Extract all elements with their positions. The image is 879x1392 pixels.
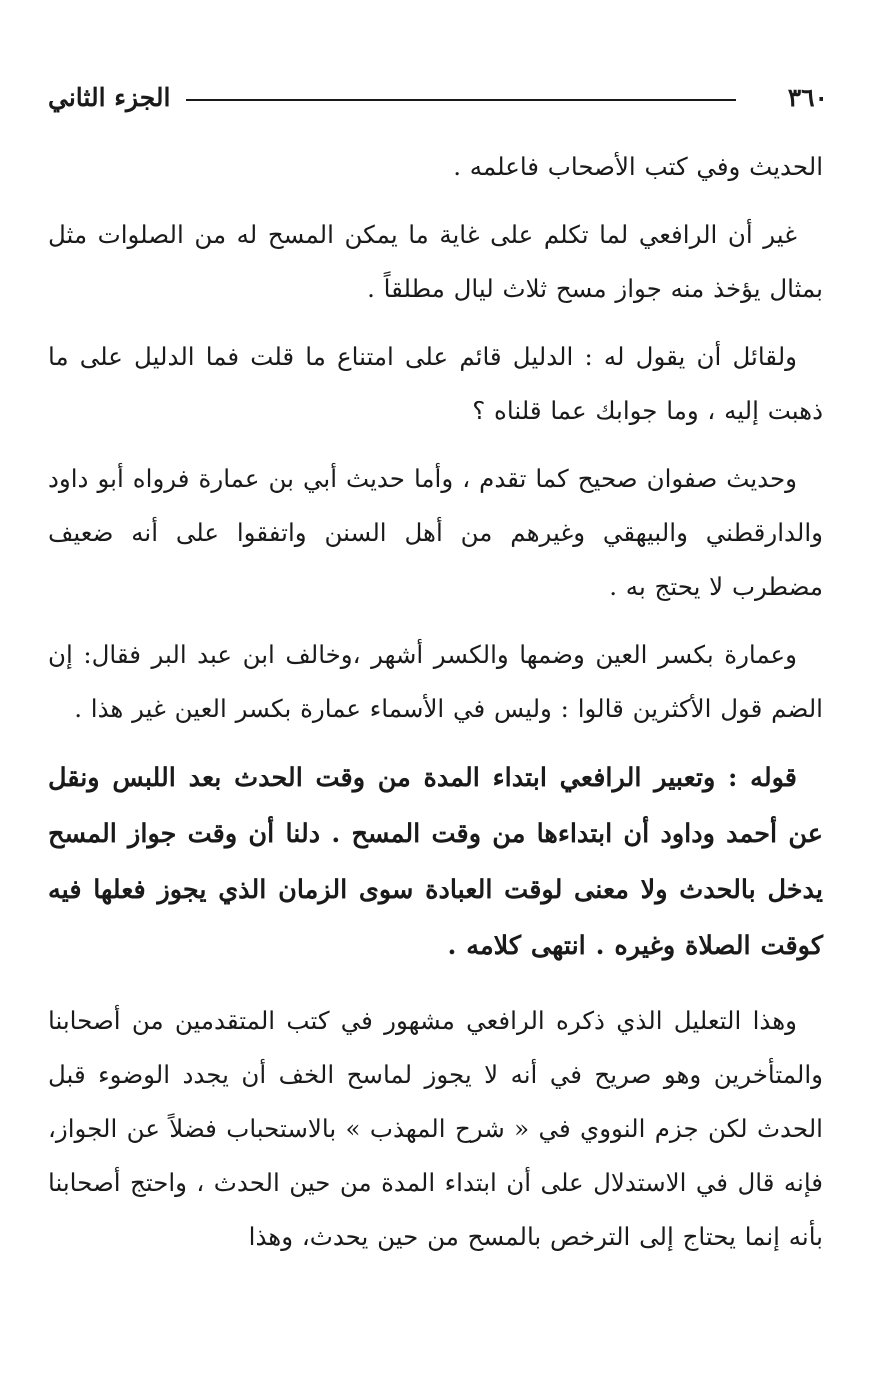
paragraph-1: الحديث وفي كتب الأصحاب فاعلمه . xyxy=(453,152,823,181)
quoted-passage: قوله : وتعبير الرافعي ابتداء المدة من وقت الحدث بعد اللبس ونقل عن أحمد وداود أن ابتداءها من وقت المسح . دلنا أن وقت جواز المسح يدخل بالحدث ولا معنى لوقت العبادة سوى الزمان الذي يجوز فعلها فيه كوقت الصلاة وغيره . انتهى كلامه . xyxy=(48,763,823,961)
header-rule xyxy=(186,99,736,101)
paragraph-3: ولقائل أن يقول له : الدليل قائم على امتناع ما قلت فما الدليل على ما ذهبت إليه ، وما جوابك عما قلناه ؟ xyxy=(48,342,823,425)
paragraph-2: غير أن الرافعي لما تكلم على غاية ما يمكن المسح له من الصلوات مثل بمثال يؤخذ منه جواز مسح ثلاث ليال مطلقاً . xyxy=(48,220,823,303)
paragraph-5: وعمارة بكسر العين وضمها والكسر أشهر ،وخالف ابن عبد البر فقال: إن الضم قول الأكثرين قالوا : وليس في الأسماء عمارة بكسر العين غير هذا . xyxy=(48,640,823,723)
body-text xyxy=(48,140,823,1278)
running-title: الجزء الثاني xyxy=(48,83,171,112)
page-number: ٣٦٠ xyxy=(787,83,828,112)
running-header xyxy=(48,80,828,120)
paragraph-4: وحديث صفوان صحيح كما تقدم ، وأما حديث أبي بن عمارة فرواه أبو داود والدارقطني والبيهقي وغيرهم من أهل السنن واتفقوا على أنه ضعيف مضطرب لا يحتج به . xyxy=(48,464,823,601)
paragraph-7: وهذا التعليل الذي ذكره الرافعي مشهور في كتب المتقدمين من أصحابنا والمتأخرين وهو صريح في أنه لا يجوز لماسح الخف أن يجدد الوضوء قبل الحدث لكن جزم النووي في « شرح المهذب » بالاستحباب فضلاً عن الجواز، فإنه قال في الاستدلال على أن ابتداء المدة من حين الحدث ، واحتج أصحابنا بأنه إنما يحتاج إلى الترخص بالمسح من حين يحدث، وهذا xyxy=(48,1006,823,1251)
